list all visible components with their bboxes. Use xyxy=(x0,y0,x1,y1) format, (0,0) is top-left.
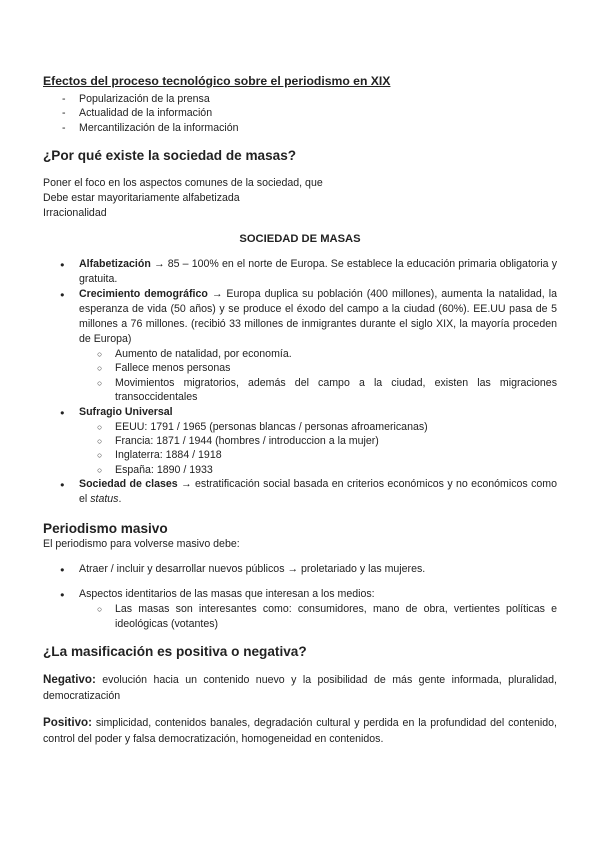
section-title-efectos: Efectos del proceso tecnológico sobre el periodismo en XIX xyxy=(43,74,391,88)
periodismo-list-2 xyxy=(43,587,557,631)
crecimiento-sublist xyxy=(79,347,557,405)
bullet-item: ● Atraer / incluir y desarrollar nuevos públicos → proletariado y las mujeres. xyxy=(43,562,557,577)
bullet-label: Alfabetización xyxy=(79,257,151,270)
negativo-text: evolución hacia un contenido nuevo y la posibilidad de más gente informada, pluralidad, democratización xyxy=(43,673,557,702)
positivo-paragraph xyxy=(43,715,557,747)
bullet-text: → estratificación social basada en criterios económicos y no económicos como el xyxy=(79,478,557,506)
sub-item: ○ Inglaterra: 1884 / 1918 xyxy=(79,448,557,462)
bullet-clases xyxy=(43,477,557,507)
bullet-label: Sufragio Universal xyxy=(79,405,173,418)
list-item: - Popularización de la prensa xyxy=(43,92,557,106)
list-item: - Mercantilización de la información xyxy=(43,121,557,135)
periodismo-list-1 xyxy=(43,562,557,577)
document-page xyxy=(43,74,557,747)
bullet-crecimiento xyxy=(43,287,557,405)
text-line: Debe estar mayoritariamente alfabetizada xyxy=(43,191,240,204)
sub-item: ○ España: 1890 / 1933 xyxy=(79,463,557,477)
bullet-sufragio xyxy=(43,405,557,478)
heading-por-que: ¿Por qué existe la sociedad de masas? xyxy=(43,147,297,163)
text-line: Irracionalidad xyxy=(43,206,107,219)
bullet-label: Sociedad de clases xyxy=(79,478,178,491)
text-line: Poner el foco en los aspectos comunes de la sociedad, que xyxy=(43,176,323,189)
bullet-text: Aspectos identitarios de las masas que interesan a los medios: xyxy=(79,588,375,601)
bullet-label: Crecimiento demográfico xyxy=(79,287,208,300)
efectos-list xyxy=(43,92,557,135)
negativo-label: Negativo: xyxy=(43,672,96,686)
bullet-end: . xyxy=(118,493,122,506)
por-que-text xyxy=(43,176,557,221)
heading-periodismo: Periodismo masivo xyxy=(43,521,168,537)
negativo-paragraph xyxy=(43,672,557,704)
bullet-item xyxy=(43,587,557,631)
sub-item: ○ EEUU: 1791 / 1965 (personas blancas / personas afroamericanas) xyxy=(79,420,557,434)
sub-item: ○ Las masas son interesantes como: consumidores, mano de obra, vertientes políticas e ideológicas (votantes) xyxy=(79,602,557,631)
periodismo-sublist xyxy=(79,602,557,631)
italic-status: status xyxy=(90,493,119,506)
bullet-text: → 85 – 100% en el norte de Europa. Se establece la educación primaria obligatoria y gratuita. xyxy=(79,257,557,285)
sub-item: ○ Fallece menos personas xyxy=(79,361,557,375)
sub-item: ○ Aumento de natalidad, por economía. xyxy=(79,347,557,361)
bullet-alfabetizacion xyxy=(43,257,557,287)
sub-item: ○ Francia: 1871 / 1944 (hombres / introduccion a la mujer) xyxy=(79,434,557,448)
positivo-text: simplicidad, contenidos banales, degradación cultural y perdida en la profundidad del contenido, control del poder y falsa democratización, homogeneidad en contenidos. xyxy=(43,716,557,745)
periodismo-intro: El periodismo para volverse masivo debe: xyxy=(43,538,240,551)
positivo-label: Positivo: xyxy=(43,715,92,729)
sociedad-list xyxy=(43,257,557,507)
list-item: - Actualidad de la información xyxy=(43,106,557,120)
bullet-text: → Europa duplica su población (400 millones), aumenta la natalidad, la esperanza de vida (50 años) y se produce el éxodo del campo a la ciudad (60%). EE.UU pasa de 5 millones a 76 millones. (recibió 33 millones de inmigrantes durante el siglo XIX, la mayoría proceden de Europa) xyxy=(79,287,557,345)
sub-item: ○ Movimientos migratorios, además del campo a la ciudad, existen las migraciones transoccidentales xyxy=(79,376,557,405)
sufragio-sublist xyxy=(79,420,557,478)
heading-masificacion: ¿La masificación es positiva o negativa? xyxy=(43,643,307,659)
sociedad-title: SOCIEDAD DE MASAS xyxy=(239,232,361,245)
